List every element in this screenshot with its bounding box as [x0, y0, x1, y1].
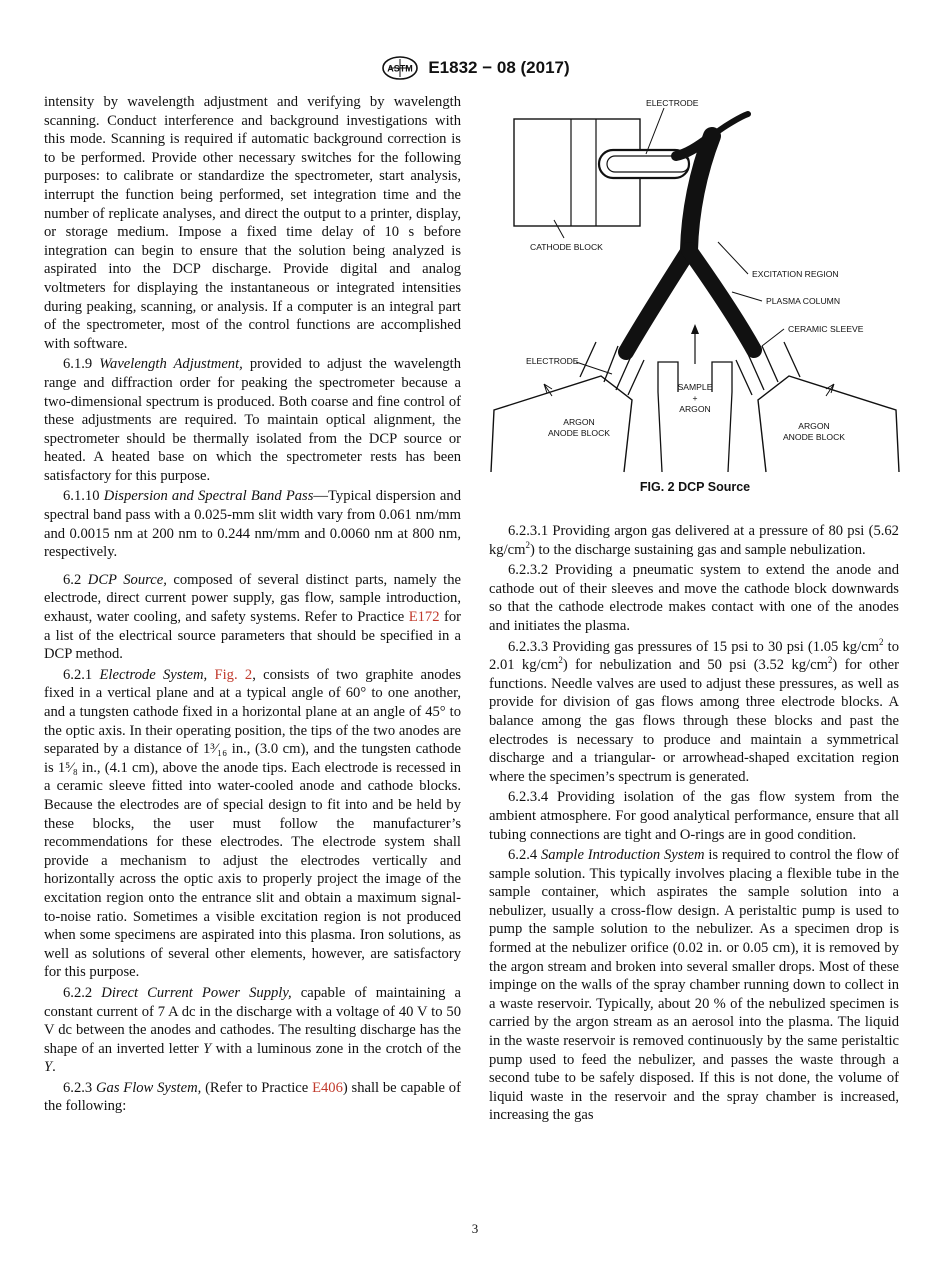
label-sample-argon: ARGON — [679, 404, 711, 414]
label-electrode-left: ELECTRODE — [526, 356, 579, 366]
paragraph-6-2-3-1: 6.2.3.1 Providing argon gas delivered at a pressure of 80 psi (5.62 $kg/cm^2$) to the discharge sustaining gas and sample nebulization. — [489, 523, 899, 558]
figure-caption: FIG. 2 DCP Source — [639, 480, 751, 494]
paragraph-6-2-1: 6.2.1 Electrode System, Fig. 2, consists of two graphite anodes fixed in a vertical plane and at a typical angle of 60° to one another, and a tungsten cathode fixed in a horizontal plane at an angle of 45° to the optic axis. In their operating position, the tips of the two anodes are separated by a distance of 1³⁄₁₆ in., (3.0 cm), and the tungsten cathode is 1⁵⁄₈ in., (4.1 cm), above the anode tips. Each electrode is recessed in a ceramic sleeve fitted into water-cooled anode and cathode blocks. Because the electrodes are of special design to fit into and be held by these blocks, the user must follow the manufacturer’s recommendations for these electrodes. The electrode system shall provide a mechanism to adjust the electrodes vertically and horizontally across the optic axis to properly project the image of the excitation region onto the entrance slit and obtain a maximum signal-to-noise ratio. Sometimes a visible excitation region is not produced when some specimens are aspirated into this plasma. Iron solutions, as well as solutions of several other elements, however, are satisfactory for this purpose. — [44, 666, 462, 981]
label-sample-plus: + — [692, 393, 698, 403]
standard-designation: E1832 − 08 (2017) — [428, 58, 570, 77]
dcp-source-diagram — [486, 92, 904, 478]
label-sample: SAMPLE — [677, 382, 713, 392]
astm-logo-text: ASTM — [387, 63, 414, 74]
paragraph-continued: intensity by wavelength adjustment and verifying by wavelength scanning. Conduct interference and background investigations with this mode. Scanning is required if automatic background correction is to be performed. Provide other necessary switches for the following purposes: to calibrate or standardize the spectrometer, start analysis, interrupt the function being performed, set integration time and the number of replicate analyses, and direct the output to a printer, display, or storage medium. Impose a fixed time delay of 10 s before integration can begin to ensure that the solution being analyzed is aspirated into the DCP discharge. Provide digital and analog voltmeters for displaying the instantaneous or integrated intensities during peaking, scanning, or analysis. If a computer is an integral part of the spectrometer, most of the control functions are accomplished with software. — [44, 94, 461, 352]
label-plasma-column: PLASMA COLUMN — [766, 296, 841, 306]
paragraph-6-2-3-4: 6.2.3.4 Providing isolation of the gas flow system from the ambient atmosphere. For good analytical performance, ensure that all tubing connections are tight and O-rings are in good condition. — [489, 789, 899, 843]
paragraph-6-1-10: 6.1.10 Dispersion and Spectral Band Pass—Typical dispersion and spectral band pass with a 0.025-mm slit width vary from 0.061 nm/mm and 0.0015 nm at 200 nm to 0.244 nm/mm and 0.0060 nm at 800 nm, respectively. — [44, 488, 461, 561]
label-electrode-top: ELECTRODE — [646, 98, 699, 108]
label-argon-right: ARGON — [798, 421, 830, 431]
paragraph-6-2: 6.2 DCP Source, composed of several distinct parts, namely the electrode, direct current power supply, gas flow, sample introduction, exhaust, water cooling, and safety systems. Refer to Practice E172 for a list of the electrical source parameters that should be specified in a DCP method. — [44, 571, 461, 663]
label-anode-block-left: ANODE BLOCK — [547, 428, 611, 438]
astm-logo-icon — [380, 55, 420, 81]
link-e172[interactable]: E172 — [408, 609, 440, 626]
paragraph-6-2-3-3: 6.2.3.3 Providing gas pressures of 15 psi to 30 psi (1.05 $kg/cm^2$ to 2.01 $kg/cm^2$) for nebulization and 50 psi (3.52 $kg/cm^2$) for other functions. Needle valves are used to adjust these pressures, as well as provide for division of gas flows among three electrode blocks. A balance among the gas flows through these blocks and past the electrodes is necessary to produce and maintain a symmetrical discharge and a triangular- or arrowhead-shaped excitation region where the specimen’s spectrum is generated. — [489, 636, 899, 785]
label-cathode-block: CATHODE BLOCK — [530, 242, 603, 252]
right-column — [489, 522, 899, 1127]
paragraph-6-2-3-2: 6.2.3.2 Providing a pneumatic system to extend the anode and cathode out of their sleeves and move the cathode block downwards so that the cathode electrode makes contact with one of the anodes and initiates the plasma. — [489, 562, 899, 634]
page-header — [0, 54, 950, 82]
paragraph-6-2-2: 6.2.2 Direct Current Power Supply, capable of maintaining a constant current of 7 A dc in the discharge with a voltage of 40 V to 50 V dc between the anodes and cathodes. The resulting discharge has the shape of an inverted letter Y with a luminous zone in the crotch of the Y. — [44, 984, 462, 1076]
label-argon-left: ARGON — [563, 417, 595, 427]
link-e406[interactable]: E406 — [312, 1079, 343, 1096]
paragraph-6-2-4: 6.2.4 Sample Introduction System is required to control the flow of sample solution. This typically involves placing a flexible tube in the sample container, which aspirates the sample solution into a nebulizer, usually a cross-flow design. A peristaltic pump is used to pump the sample solution to the nebulizer. As a specimen drop is formed at the nebulizer orifice (0.02 in. or 0.05 cm), it is removed by the argon stream and broken into several smaller drops. Most of these impinge on the walls of the spray chamber running down to collect in a waste reservoir. Typically, about 20 % of the nebulized specimen is carried by the argon stream as an aerosol into the plasma. The liquid in the waste reservoir is removed continuously by the same peristaltic pump used to feed the nebulizer, and passes the waste through a second tube to be safely disposed. If this is not done, the volume of liquid waste in the reservoir and the spray chamber is increased, increasing the gas — [489, 847, 899, 1124]
page-number: 3 — [471, 1221, 479, 1236]
label-ceramic-sleeve: CERAMIC SLEEVE — [788, 324, 864, 334]
link-fig-2[interactable]: Fig. 2 — [214, 666, 253, 683]
left-anode-block-shape — [491, 376, 632, 472]
paragraph-6-1-9: 6.1.9 Wavelength Adjustment, provided to adjust the wavelength range and diffraction order for peaking the spectrometer because a two-dimensional spectrum is produced. Both coarse and fine control of these adjustments are required. To maintain optical alignment, the spectrometer should be thermally isolated from the DCP source or heated. A heated base on which the spectrometer rests has been satisfactory for this purpose. — [44, 356, 462, 484]
left-column — [44, 93, 461, 1118]
figure-dcp-source — [486, 92, 904, 478]
paragraph-6-2-3: 6.2.3 Gas Flow System, (Refer to Practice E406) shall be capable of the following: — [44, 1079, 461, 1115]
label-anode-block-right: ANODE BLOCK — [782, 432, 846, 442]
label-excitation-region: EXCITATION REGION — [752, 269, 839, 279]
